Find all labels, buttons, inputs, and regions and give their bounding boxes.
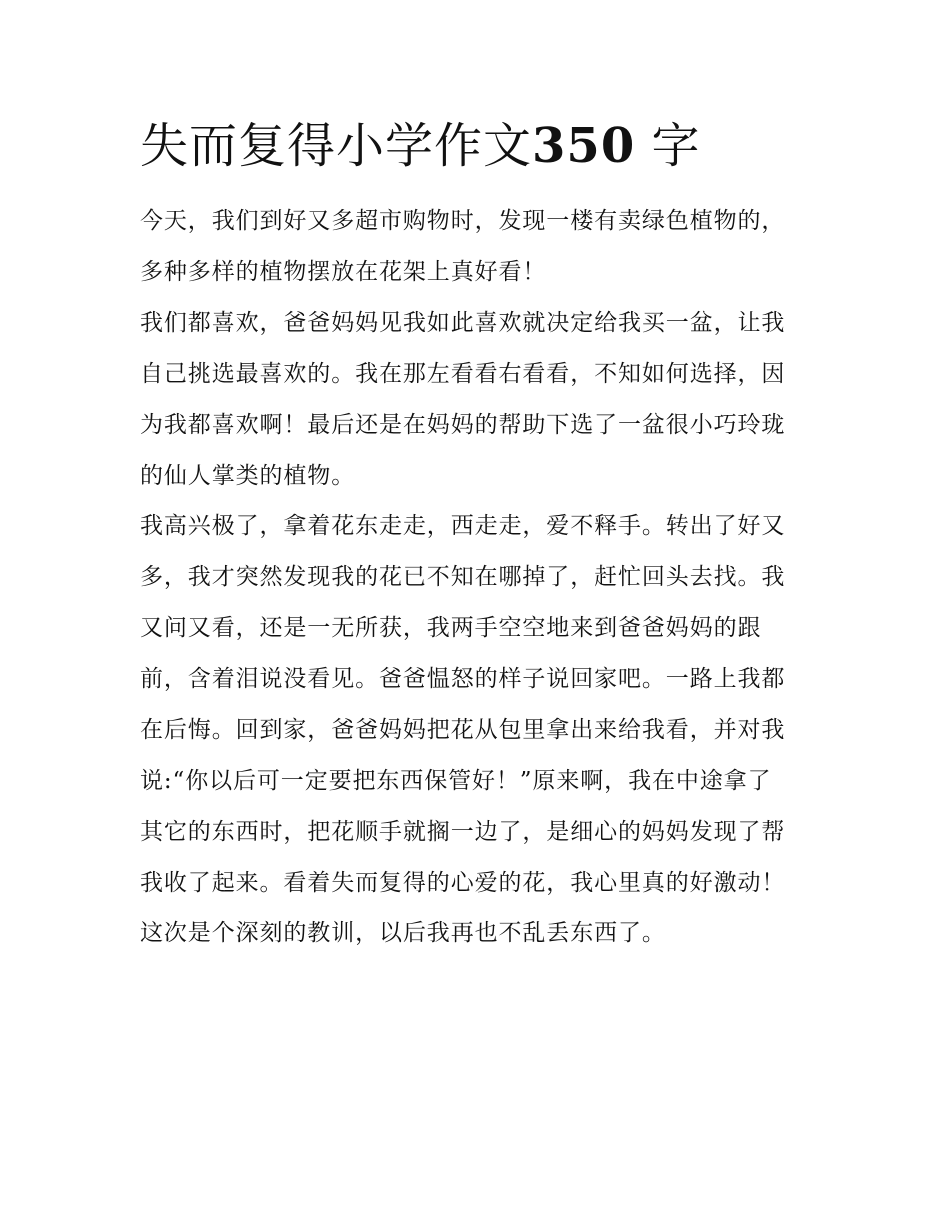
title-text: 失而复得小学作文 (140, 118, 533, 174)
text-line-4: 自己挑选最喜欢的。我在那左看看右看看，不知如何选择，因 (140, 361, 786, 387)
text-line-13: 其它的东西时，把花顺手就搁一边了，是细心的妈妈发现了帮 (140, 819, 786, 845)
title-number: 350 (532, 118, 636, 174)
text-line-1: 今天，我们到好又多超市购物时，发现一楼有卖绿色植物的， (140, 208, 786, 234)
text-line-9: 又问又看，还是一无所获，我两手空空地来到爸爸妈妈的跟 (140, 615, 762, 641)
text-line-6: 的仙人掌类的植物。 (140, 463, 356, 489)
title-suffix: 字 (651, 118, 701, 174)
text-line-14: 我收了起来。看着失而复得的心爱的花，我心里真的好激动！ (140, 870, 786, 896)
text-line-15: 这次是个深刻的教训，以后我再也不乱丢东西了。 (140, 920, 666, 946)
page-title (140, 114, 701, 178)
text-line-5: 为我都喜欢啊！最后还是在妈妈的帮助下选了一盆很小巧玲珑 (140, 412, 786, 438)
text-line-10: 前，含着泪说没看见。爸爸愠怒的样子说回家吧。一路上我都 (140, 666, 786, 692)
text-line-3: 我们都喜欢，爸爸妈妈见我如此喜欢就决定给我买一盆，让我 (140, 310, 786, 336)
text-line-11: 在后悔。回到家，爸爸妈妈把花从包里拿出来给我看，并对我 (140, 717, 786, 743)
text-line-7: 我高兴极了，拿着花东走走，西走走，爱不释手。转出了好又 (140, 513, 786, 539)
text-line-8: 多，我才突然发现我的花已不知在哪掉了，赶忙回头去找。我 (140, 564, 786, 590)
text-line-2: 多种多样的植物摆放在花架上真好看！ (140, 259, 547, 285)
text-line-12: 说:“你以后可一定要把东西保管好！”原来啊，我在中途拿了 (140, 768, 772, 794)
